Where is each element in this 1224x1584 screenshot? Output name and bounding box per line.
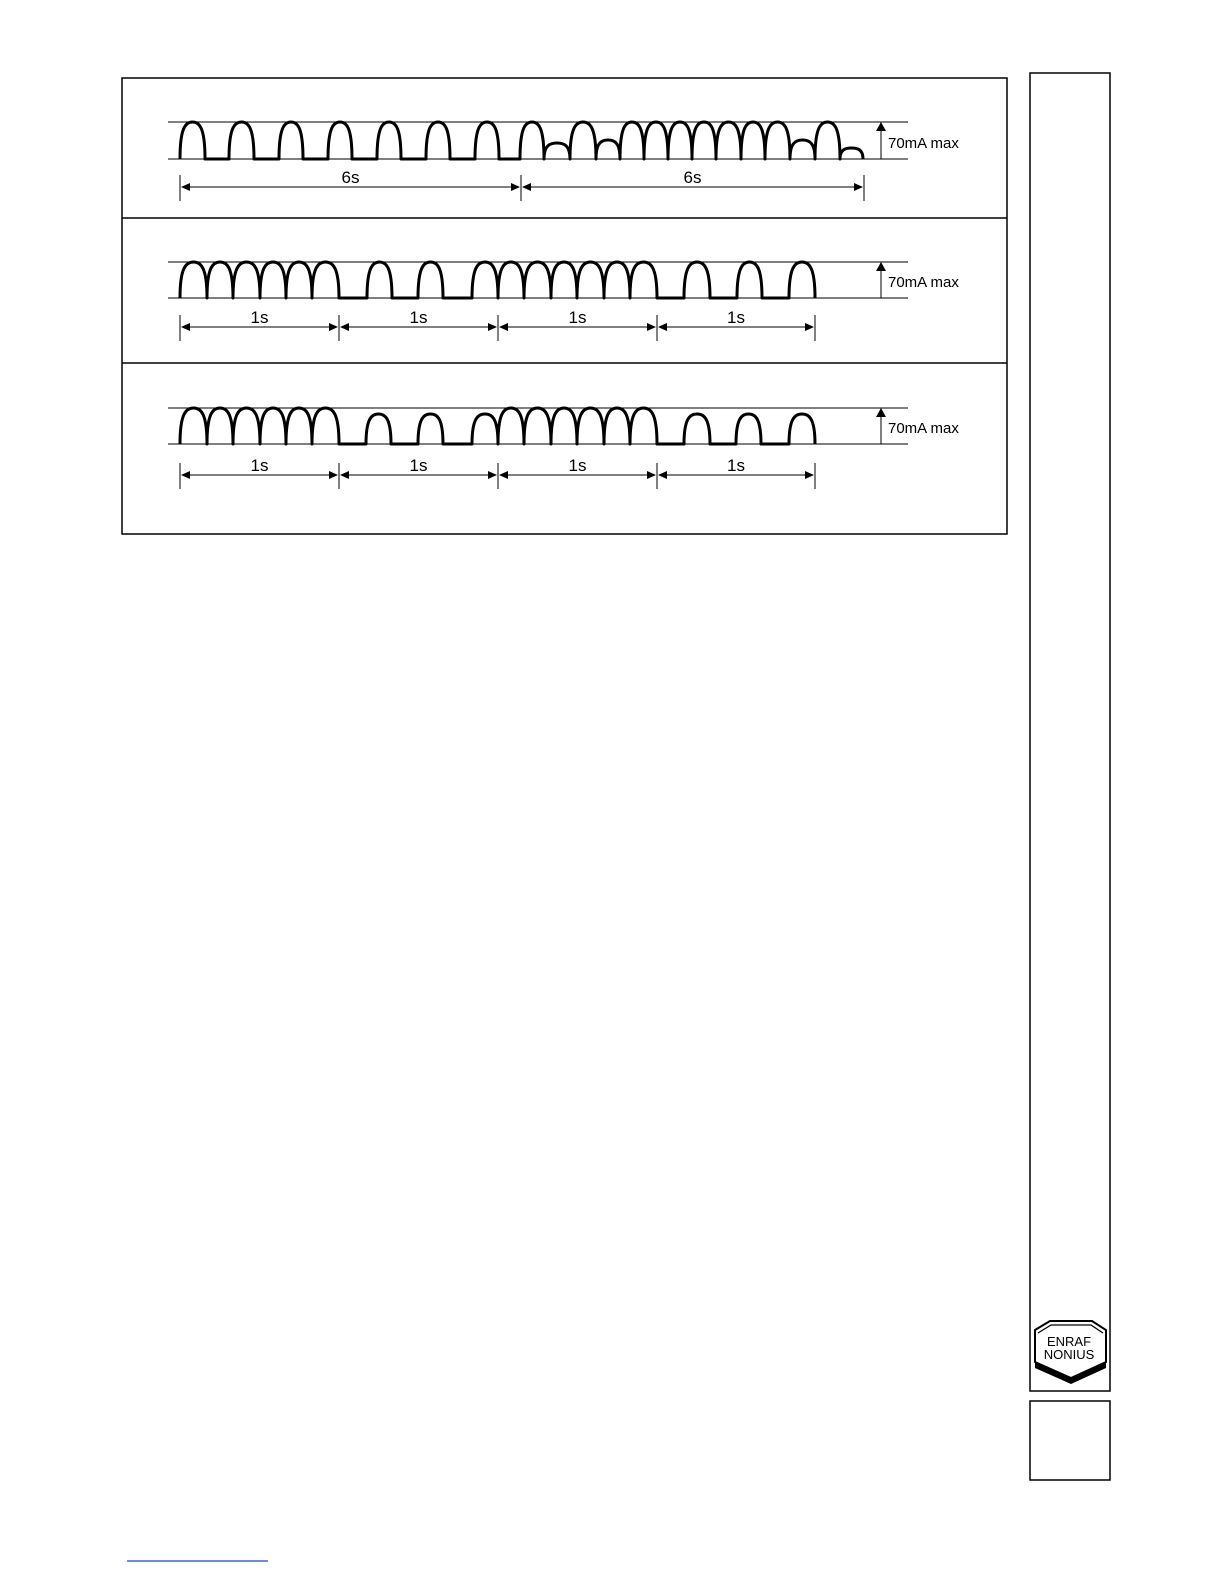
duration-label: 1s <box>250 308 269 327</box>
duration-label: 1s <box>409 456 428 475</box>
duration-label: 1s <box>250 456 269 475</box>
dimension-arrowhead <box>647 471 656 479</box>
waveform-trace <box>180 122 863 159</box>
dimension-arrowhead <box>511 183 520 191</box>
waveform-trace <box>180 262 815 298</box>
dimension-arrowhead <box>340 471 349 479</box>
amplitude-arrowhead <box>876 122 886 131</box>
amplitude-arrowhead <box>876 262 886 271</box>
duration-label: 6s <box>341 168 360 187</box>
dimension-arrowhead <box>488 471 497 479</box>
duration-label: 1s <box>727 456 745 475</box>
duration-label: 1s <box>568 308 587 327</box>
amplitude-label: 70mA max <box>888 135 959 152</box>
logo-text-bottom: NONIUS <box>1043 1347 1095 1362</box>
dimension-arrowhead <box>181 471 190 479</box>
dimension-arrowhead <box>181 183 190 191</box>
waveform-panel-1 <box>168 122 959 201</box>
dimension-arrowhead <box>499 471 508 479</box>
dimension-arrowhead <box>647 323 656 331</box>
dimension-arrowhead <box>805 471 814 479</box>
dimension-arrowhead <box>805 323 814 331</box>
dimension-arrowhead <box>658 323 667 331</box>
dimension-arrowhead <box>329 471 338 479</box>
dimension-arrowhead <box>499 323 508 331</box>
amplitude-label: 70mA max <box>888 420 959 437</box>
dimension-arrowhead <box>329 323 338 331</box>
dimension-arrowhead <box>340 323 349 331</box>
duration-label: 1s <box>568 456 587 475</box>
dimension-arrowhead <box>854 183 863 191</box>
sidebar-strip <box>1030 73 1110 1391</box>
dimension-arrowhead <box>658 471 667 479</box>
duration-label: 1s <box>727 308 745 327</box>
dimension-arrowhead <box>181 323 190 331</box>
duration-label: 1s <box>409 308 428 327</box>
dimension-arrowhead <box>488 323 497 331</box>
dimension-arrowhead <box>522 183 531 191</box>
logo-text-top: ENRAF <box>1046 1334 1092 1349</box>
sidebar-page-box <box>1030 1401 1110 1480</box>
duration-label: 6s <box>683 168 702 187</box>
waveform-panel-2 <box>168 262 959 341</box>
waveform-trace <box>180 408 815 444</box>
amplitude-arrowhead <box>876 408 886 417</box>
waveform-panel-3 <box>168 408 959 489</box>
enraf-nonius-logo <box>1035 1321 1106 1384</box>
amplitude-label: 70mA max <box>888 274 959 291</box>
